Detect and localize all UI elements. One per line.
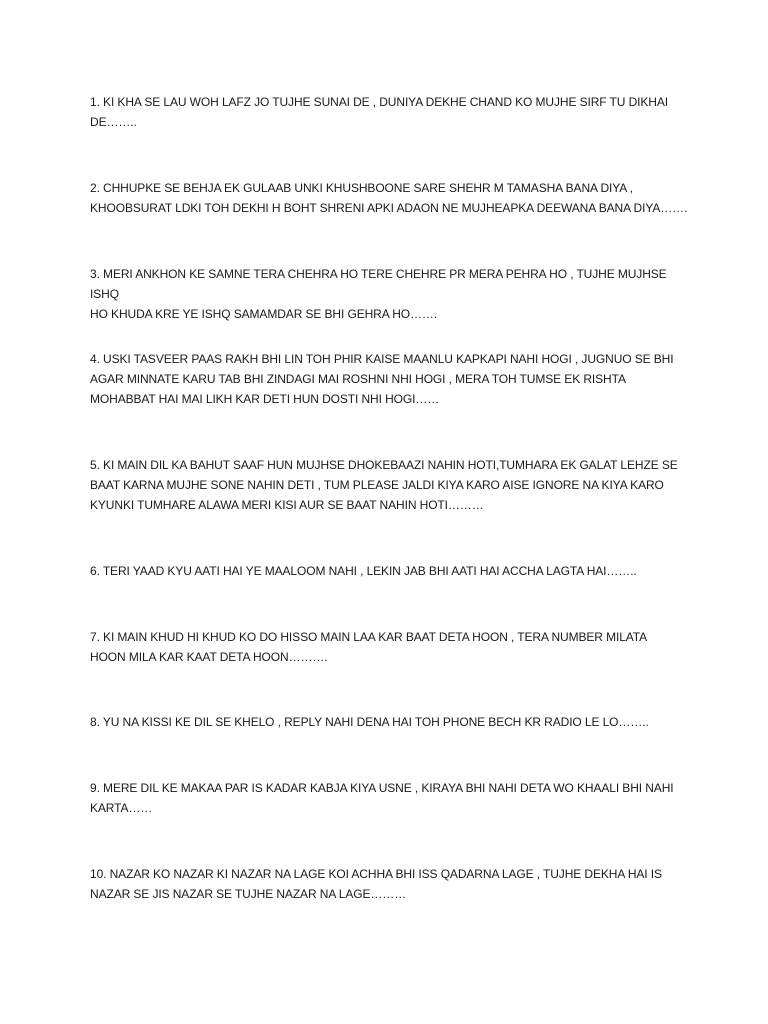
paragraph-10: 10. NAZAR KO NAZAR KI NAZAR NA LAGE KOI ACHHA BHI ISS QADARNA LAGE , TUJHE DEKHA HAI IS NAZAR SE JIS NAZAR SE TUJHE NAZAR NA LAGE………	[90, 867, 662, 901]
paragraph-1: 1. KI KHA SE LAU WOH LAFZ JO TUJHE SUNAI DE , DUNIYA DEKHE CHAND KO MUJHE SIRF TU DIKHAI DE……..	[90, 95, 668, 129]
paragraph-9: 9. MERE DIL KE MAKAA PAR IS KADAR KABJA KIYA USNE , KIRAYA BHI NAHI DETA WO KHAALI BHI NAHI KARTA……	[90, 781, 674, 815]
paragraph-4: 4. USKI TASVEER PAAS RAKH BHI LIN TOH PHIR KAISE MAANLU KAPKAPI NAHI HOGI , JUGNUO SE BHI AGAR MINNATE KARU TAB BHI ZINDAGI MAI ROSHNI NHI HOGI , MERA TOH TUMSE EK RISHTA MOHABBAT HAI MAI LIKH KAR DETI HUN DOSTI NHI HOGI……	[90, 352, 674, 406]
paragraph-7: 7. KI MAIN KHUD HI KHUD KO DO HISSO MAIN LAA KAR BAAT DETA HOON , TERA NUMBER MILATA HOON MILA KAR KAAT DETA HOON……….	[90, 630, 648, 664]
paragraph-3: 3. MERI ANKHON KE SAMNE TERA CHEHRA HO TERE CHEHRE PR MERA PEHRA HO , TUJHE MUJHSE ISHQ HO KHUDA KRE YE ISHQ SAMAMDAR SE BHI GEHRA HO…….	[90, 267, 667, 321]
paragraph-2: 2. CHHUPKE SE BEHJA EK GULAAB UNKI KHUSHBOONE SARE SHEHR M TAMASHA BANA DIYA , KHOOBSURAT LDKI TOH DEKHI H BOHT SHRENI APKI ADAON NE MUJHEAPKA DEEWANA BANA DIYA…….	[90, 181, 688, 215]
paragraph-5: 5. KI MAIN DIL KA BAHUT SAAF HUN MUJHSE DHOKEBAAZI NAHIN HOTI,TUMHARA EK GALAT LEHZE SE BAAT KARNA MUJHE SONE NAHIN DETI , TUM PLEASE JALDI KIYA KARO AISE IGNORE NA KIYA KARO KYUNKI TUMHARE ALAWA MERI KISI AUR SE BAAT NAHIN HOTI………	[90, 458, 678, 512]
paragraph-6: 6. TERI YAAD KYU AATI HAI YE MAALOOM NAHI , LEKIN JAB BHI AATI HAI ACCHA LAGTA HAI……..	[90, 564, 637, 578]
paragraph-8: 8. YU NA KISSI KE DIL SE KHELO , REPLY NAHI DENA HAI TOH PHONE BECH KR RADIO LE LO……..	[90, 715, 649, 729]
